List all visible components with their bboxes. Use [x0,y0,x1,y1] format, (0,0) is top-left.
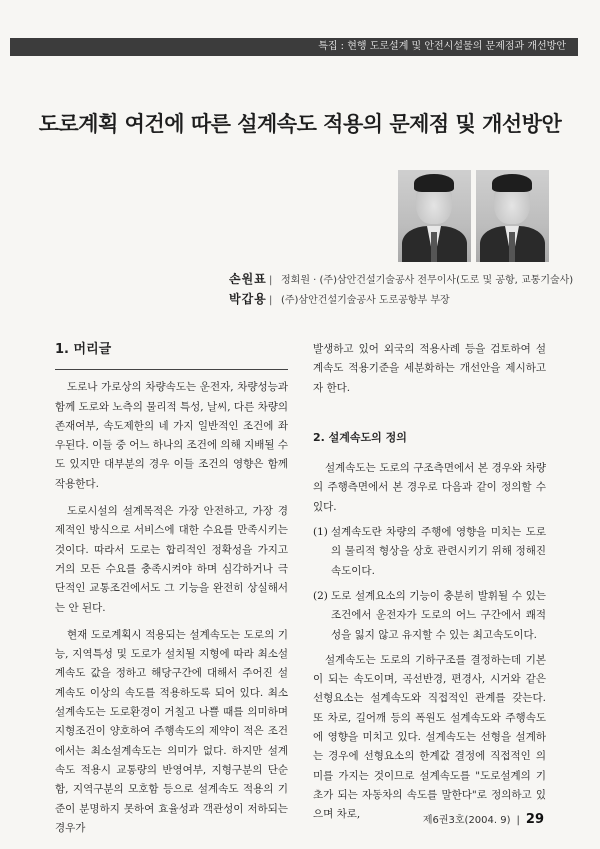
left-column [55,340,288,838]
paragraph: 현재 도로계획시 적용되는 설계속도는 도로의 기능, 지역특성 및 도로가 설치될 지형에 따라 최소설계속도 값을 정하고 해당구간에 대해서 주어진 설계속도 이상의 속도를 적용하도록 되어 있다. 최소 설계속도는 도로환경이 거칠고 나쁠 때를 의미하며 지형조건이 양호하여 주행속도의 제약이 적은 조건에서는 최소설계속도는 의미가 없다. 하지만 설계속도 적용시 교통량의 반영여부, 지형구분의 단순함, 지역구분의 모호함 등으로 설계속도 적용의 기준이 분명하지 못하여 효율성과 객관성이 저하되는 경우가 [55,628,288,834]
author-photo-2 [476,170,549,262]
author-name: 박갑용 [229,292,267,306]
page-number: 29 [525,812,544,827]
author-affiliation: 정회원 · (주)삼안건설기술공사 전무이사(도로 및 공항, 교통기술사) [281,275,574,286]
series-banner: 특집 : 현행 도로설계 및 안전시설물의 문제점과 개선방안 [10,38,578,56]
section-heading: 1. 머리글 [55,340,288,370]
separator: | [269,295,273,306]
paragraph: 발생하고 있어 외국의 적용사례 등을 검토하여 설계속도 적용기준을 세분화하는 개선안을 제시하고자 한다. [313,343,546,394]
author-photo-1 [398,170,471,262]
item-text: 설계속도란 차량의 주행에 영향을 미치는 도로의 물리적 형상을 상호 관련시키기 위해 정해진 속도이다. [331,526,546,577]
author-row [229,290,573,310]
definition-item [313,587,546,645]
item-number: (1) [313,526,328,539]
definition-item [313,523,546,581]
photo-tie [431,232,437,262]
item-number: (2) [313,589,328,602]
author-block [229,270,573,310]
photo-hair [414,174,454,192]
separator: | [516,815,520,826]
issue-info: 제6권3호(2004. 9) [422,815,511,826]
item-text: 도로 설계요소의 기능이 충분히 발휘될 수 있는 조건에서 운전자가 도로의 어느 구간에서 쾌적성을 잃지 않고 유지할 수 있는 최고속도이다. [331,589,546,641]
photo-tie [509,232,515,262]
article-title: 도로계획 여건에 따른 설계속도 적용의 문제점 및 개선방안 [38,112,562,136]
photo-hair [492,174,532,192]
author-affiliation: (주)삼안건설기술공사 도로공항부 부장 [281,295,450,306]
paragraph: 도로시설의 설계목적은 가장 안전하고, 가장 경제적인 방식으로 서비스에 대한 수요를 만족시키는 것이다. 따라서 도로는 합리적인 정확성을 가지고 거의 모든 수요를 충족시켜야 하며 심각하거나 극단적인 교통조건에서도 그 기능을 완전히 상실해서는 안 된다. [55,505,288,614]
paragraph: 설계속도는 도로의 기하구조를 결정하는데 기본이 되는 속도이며, 곡선반경, 편경사, 시거와 같은 선형요소는 설계속도와 직접적인 관계를 갖는다. 또 차로, 길어깨 등의 폭원도 설계속도와 주행속도에 영향을 미치고 있다. 설계속도는 선형을 설계하는 경우에 선형요소의 한계값 결정에 직접적인 의미를 가지는 것이므로 설계속도를 "도로설계의 기초가 되는 자동차의 속도를 말한다"로 정의하고 있으며 차로, [313,653,546,821]
section-heading: 2. 설계속도의 정의 [313,430,407,444]
right-column [313,340,546,825]
page-footer [423,811,544,827]
paragraph: 도로나 가로상의 차량속도는 운전자, 차량성능과 함께 도로와 노측의 물리적 특성, 날씨, 다른 차량의 존재여부, 속도제한의 네 가지 일반적인 조건에 좌우된다. 이들 중 어느 하나의 조건에 의해 지배될 수도 있지만 대부분의 경우 이들 조건의 영향은 함께 작용한다. [55,381,288,490]
author-name: 손원표 [229,272,267,286]
paragraph: 설계속도는 도로의 구조측면에서 본 경우와 차량의 주행측면에서 본 경우로 다음과 같이 정의할 수 있다. [313,462,546,513]
separator: | [269,275,273,286]
author-row [229,270,573,290]
